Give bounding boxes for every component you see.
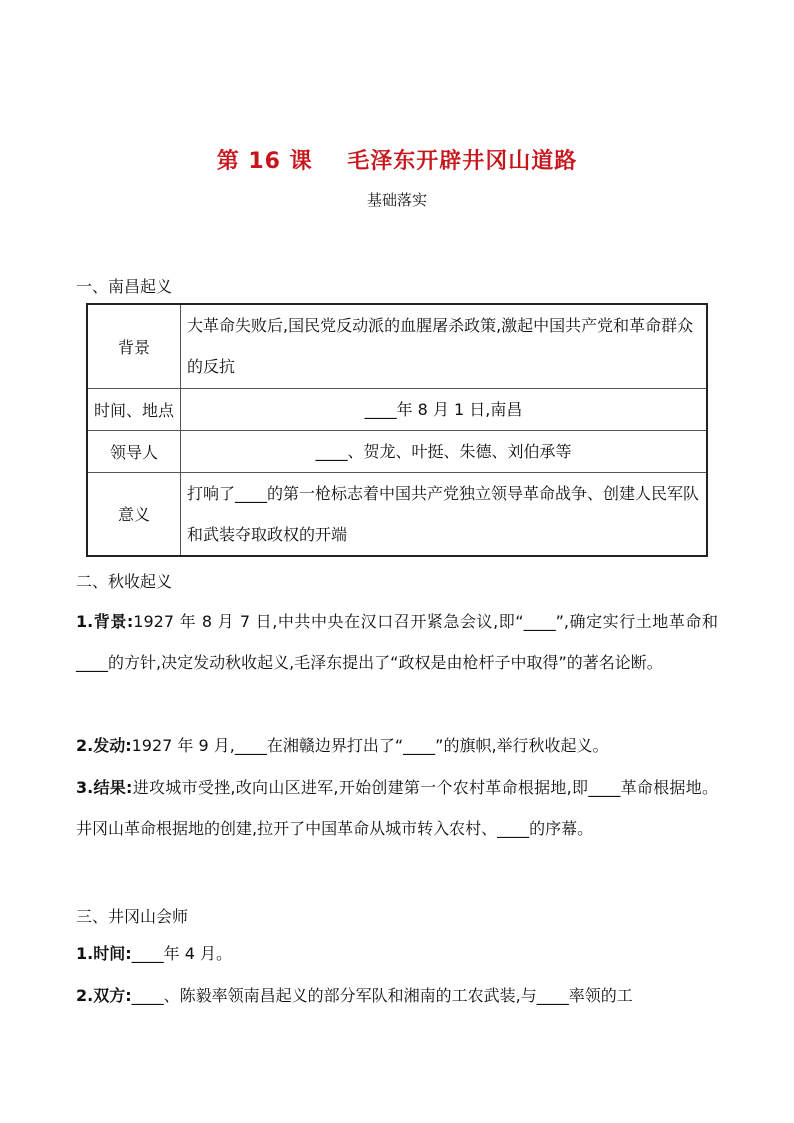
- table-value: ____、贺龙、叶挺、朱德、刘伯承等: [181, 430, 708, 472]
- table-value: 打响了____的第一枪标志着中国共产党独立领导革命战争、创建人民军队和武装夺取政权的开端: [181, 472, 708, 556]
- paragraph-text: 1927 年 8 月 7 日,中共中央在汉口召开紧急会议,即“____”,确定实行土地革命和____的方针,决定发动秋收起义,毛泽东提出了“政权是由枪杆子中取得”的著名论断。: [76, 612, 718, 672]
- paragraph-text: 进攻城市受挫,改向山区进军,开始创建第一个农村革命根据地,即____革命根据地。井冈山革命根据地的创建,拉开了中国革命从城市转入农村、____的序幕。: [76, 778, 718, 838]
- paragraph-time: [76, 933, 718, 974]
- paragraph-text: 1927 年 9 月,____在湘赣边界打出了“____”的旗帜,举行秋收起义。: [131, 736, 609, 755]
- table-row: [87, 472, 707, 556]
- table-row: [87, 388, 707, 430]
- table-label: 时间、地点: [87, 388, 181, 430]
- paragraph-label: 1.时间:: [76, 944, 132, 963]
- paragraph-label: 3.结果:: [76, 778, 133, 797]
- paragraph-launch: [76, 725, 718, 766]
- section-heading-autumn: 二、秋收起义: [76, 572, 173, 591]
- subtitle: 基础落实: [366, 191, 427, 209]
- table-row: [87, 430, 707, 472]
- paragraph-text: ____年 4 月。: [131, 944, 232, 963]
- section-heading-meeting: 三、井冈山会师: [76, 907, 189, 926]
- paragraph-label: 2.双方:: [76, 986, 132, 1005]
- paragraph-label: 1.背景:: [76, 612, 134, 631]
- paragraph-result: [76, 767, 718, 849]
- table-value: 大革命失败后,国民党反动派的血腥屠杀政策,激起中国共产党和革命群众的反抗: [181, 304, 708, 388]
- table-row: [87, 304, 707, 388]
- table-label: 领导人: [87, 430, 181, 472]
- paragraph-text: ____、陈毅率领南昌起义的部分军队和湘南的工农武装,与____率领的工: [131, 986, 633, 1005]
- table-label: 背景: [87, 304, 181, 388]
- paragraph-label: 2.发动:: [76, 736, 132, 755]
- nanchang-table: [86, 303, 708, 557]
- lesson-title: 第 16 课 毛泽东开辟井冈山道路: [216, 149, 578, 174]
- paragraph-background: [76, 601, 718, 683]
- paragraph-parties: [76, 975, 718, 1016]
- table-label: 意义: [87, 472, 181, 556]
- table-value: ____年 8 月 1 日,南昌: [181, 388, 708, 430]
- section-heading-nanchang: 一、南昌起义: [76, 277, 173, 296]
